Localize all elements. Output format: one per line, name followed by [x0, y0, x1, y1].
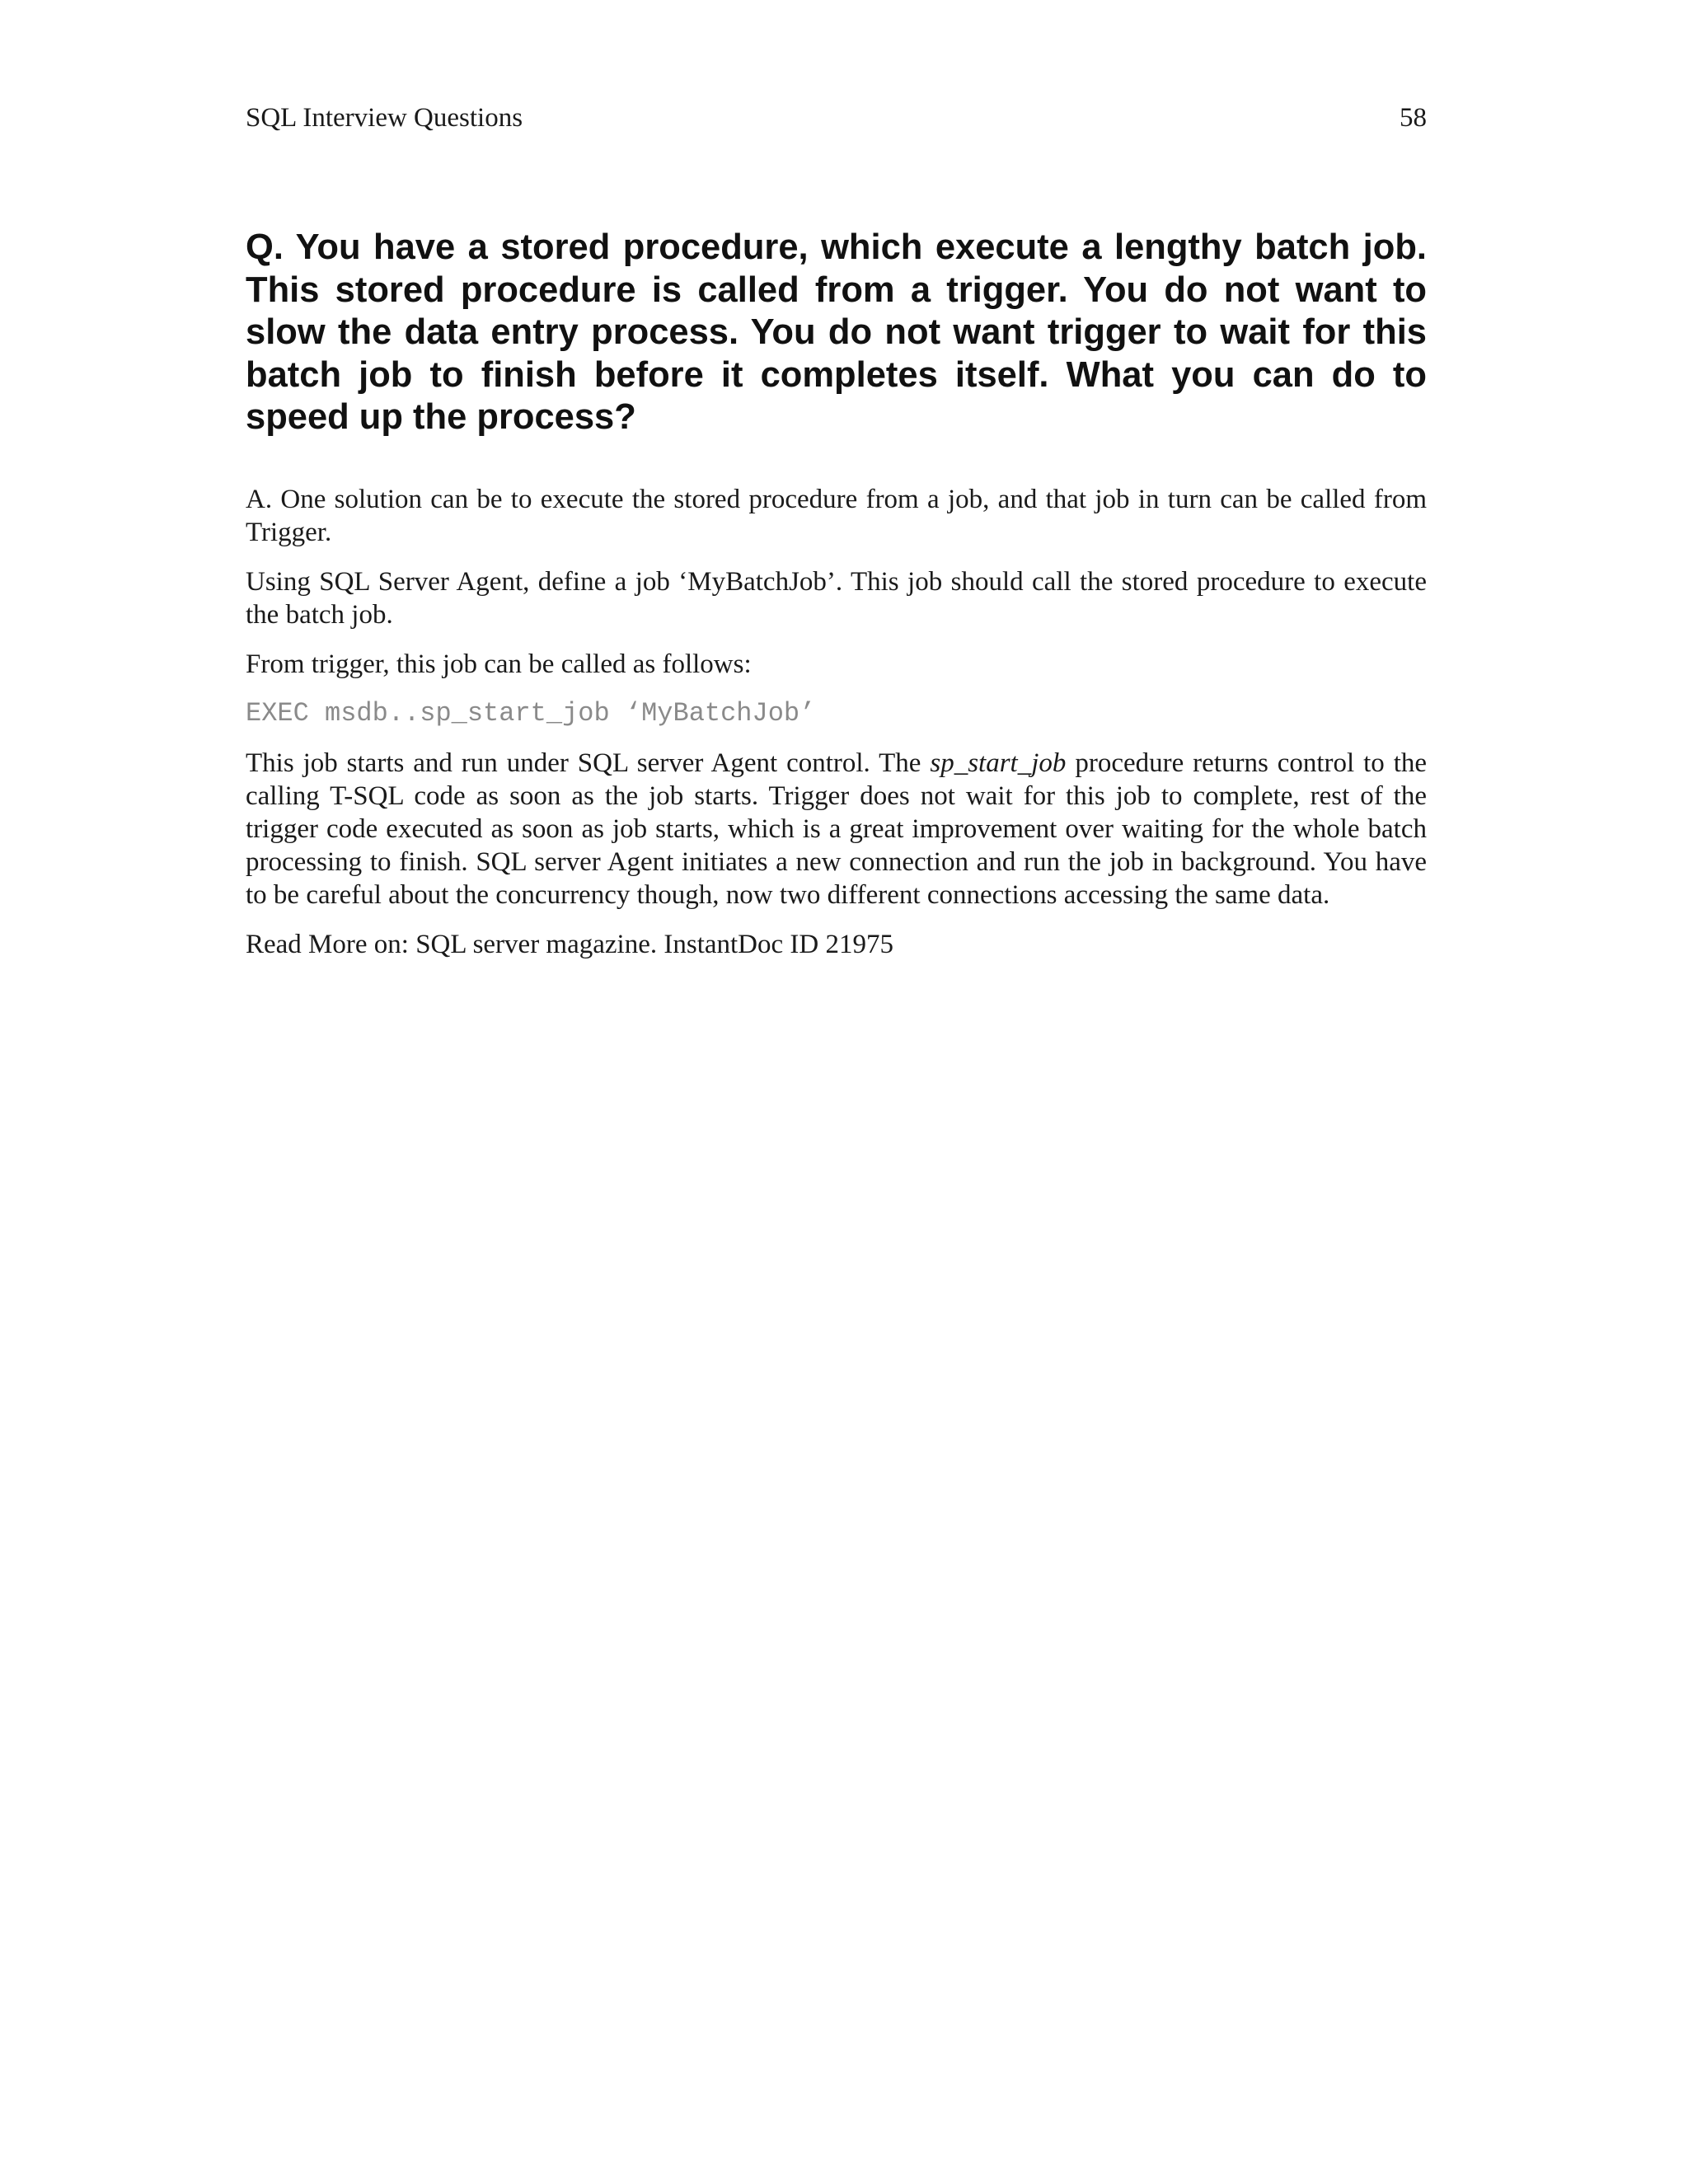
read-more-reference: Read More on: SQL server magazine. InstantDoc ID 21975 — [246, 930, 893, 959]
answer-paragraph-define-job: Using SQL Server Agent, define a job ‘MyBatchJob’. This job should call the stored procedure to execute the batch job. — [246, 567, 1427, 630]
answer-body — [246, 483, 1427, 977]
explanation-text-end: procedure returns control to the calling T-SQL code as soon as the job starts. Trigger does not wait for this job to complete, rest of the trigger code executed as soon as job starts, which is a great improvement over waiting for the whole batch processing to finish. SQL server Agent initiates a new connection and run the job in background. You have to be careful about the concurrency though, now two different connections accessing the same data. — [246, 748, 1428, 910]
code-snippet: EXEC msdb..sp_start_job ‘MyBatchJob’ — [246, 698, 816, 729]
running-title: SQL Interview Questions — [246, 103, 523, 133]
running-header — [246, 97, 1427, 138]
page-number: 58 — [1400, 103, 1427, 133]
procedure-name-italic: sp_start_job — [930, 748, 1067, 778]
question-heading: Q. You have a stored procedure, which execute a lengthy batch job. This stored procedure is called from a trigger. You do not want to slow the data entry process. You do not want trigger to wait for this batch job to finish before it completes itself. What you can do to speed up the process? — [246, 227, 1427, 438]
answer-paragraph-call-from-trigger: From trigger, this job can be called as follows: — [246, 649, 752, 679]
explanation-text-start: This job starts and run under SQL server Agent control. The — [246, 748, 931, 778]
answer-paragraph-intro: A. One solution can be to execute the stored procedure from a job, and that job in turn can be called from Trigger. — [246, 485, 1427, 547]
answer-paragraph-explanation — [246, 747, 1427, 912]
